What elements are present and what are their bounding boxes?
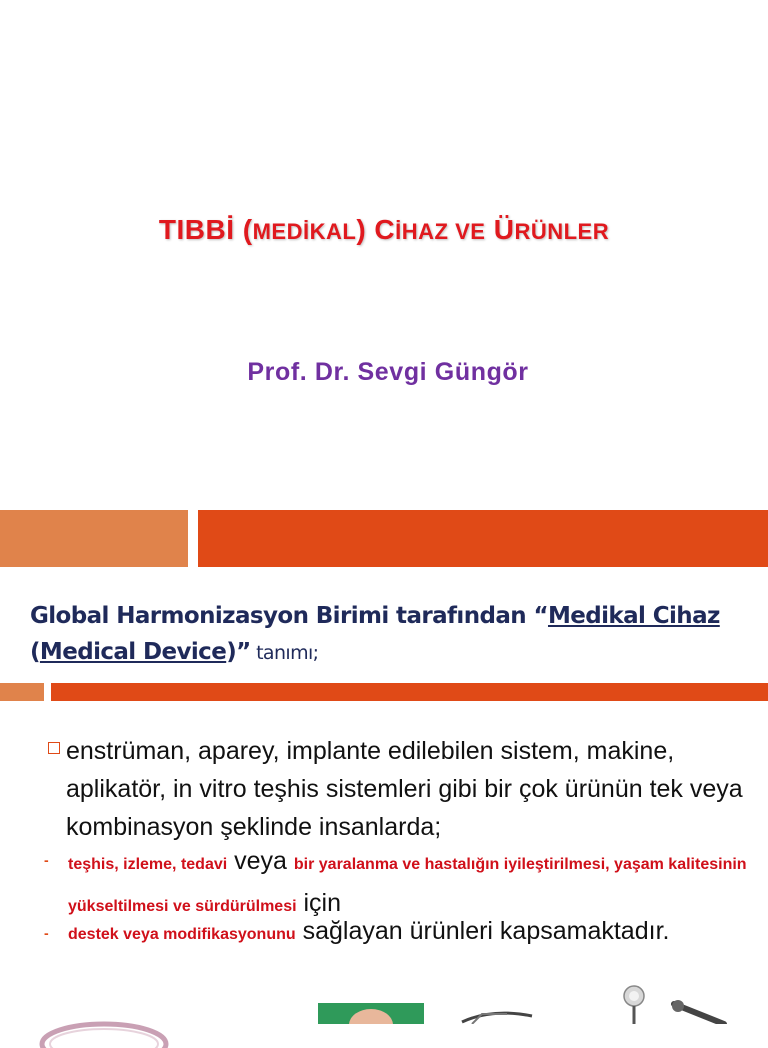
heading-text: tanımı;: [250, 642, 319, 664]
title-part: İHAZ VE: [395, 219, 486, 244]
decorative-rule-left: [0, 683, 44, 701]
decorative-rule-right: [51, 683, 768, 701]
medical-device-image-wheelchair: [452, 1006, 542, 1024]
title-part: RÜNLER: [514, 219, 610, 244]
medical-device-image-brace: [318, 1003, 424, 1024]
highlight-text: teşhis, izleme, tedavi: [68, 856, 228, 873]
title-part: MEDİKAL: [252, 219, 357, 244]
heading-text: (: [30, 639, 40, 665]
slide2-heading: [30, 598, 760, 671]
author-name: Prof. Dr. Sevgi Güngör: [247, 358, 529, 386]
plain-text: veya: [227, 847, 294, 875]
title-part: Ü: [485, 214, 515, 245]
decorative-band-left: [0, 510, 188, 567]
highlight-text: destek veya modifikasyonunu: [68, 926, 296, 943]
plain-text: için: [296, 889, 342, 917]
plain-text: sağlayan ürünleri kapsamaktadır.: [295, 917, 670, 945]
square-bullet-icon: [48, 742, 60, 754]
heading-text: Global Harmonizasyon Birimi tarafından “: [30, 603, 548, 629]
highlight-text: bir yaralanma ve hastalığın iyileştirilmesi, yaşam kalitesinin yükseltilmesi ve sürdürülmesi: [68, 856, 747, 915]
title-part: ) C: [356, 214, 396, 245]
slide-title: [0, 214, 768, 246]
dash-bullet-icon: -: [44, 852, 49, 868]
decorative-band-right: [198, 510, 768, 567]
medical-device-image-stethoscope: [604, 984, 734, 1024]
dash-bullet-icon: -: [44, 925, 49, 941]
heading-text: )”: [226, 639, 251, 665]
medical-device-link[interactable]: Medical Device: [39, 639, 227, 665]
support-line: [68, 914, 768, 952]
title-part: TIBBİ (: [158, 214, 253, 245]
medical-device-image-ring: [34, 1008, 174, 1048]
medikal-cihaz-link[interactable]: Medikal Cihaz: [547, 603, 720, 629]
definition-paragraph: enstrüman, aparey, implante edilebilen sistem, makine, aplikatör, in vitro teşhis sistemleri gibi bir çok ürünün tek veya kombinasyon şeklinde insanlarda;: [66, 737, 743, 841]
